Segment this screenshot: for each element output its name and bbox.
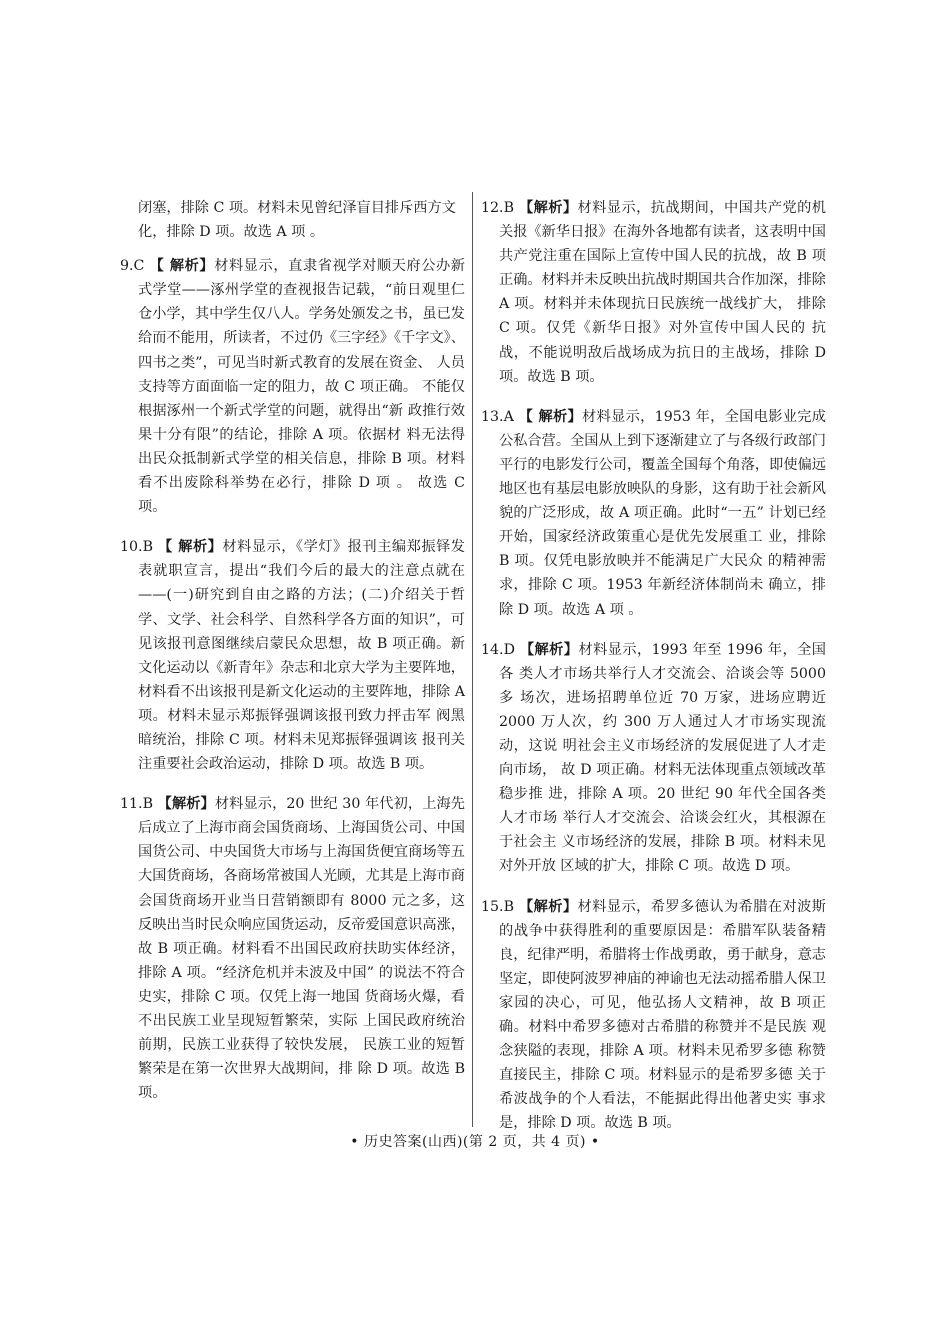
left-column: [120, 196, 465, 1121]
answer-item-11: [120, 792, 465, 1105]
answer-number: 13.A: [481, 408, 514, 425]
answer-text: 材料显示，《学灯》报刊主编郑振铎发表就职宣言，提出“我们今后的最大的注意点就在——(一)研究到自由之路的方法；(二)介绍关于哲学、文学、社会科学、自然科学各方面的知识”，可见该报刊意图继续启蒙民众思想，故 B 项正确。新文化运动以《新青年》杂志和北京大学为主要阵地， 材料看不出该报刊是新文化运动的主要阵地，排除 A 项。材料未显示郑振铎强调该报刊致力抨击军 阀黑暗统治，排除 C 项。材料未见郑振铎强调该 报刊关注重要社会政治运动，排除 D 项。故选 B 项。: [138, 539, 465, 773]
answer-item-15: [481, 895, 826, 1136]
analysis-tag: 【解析】: [519, 641, 579, 658]
answer-item-10: [120, 535, 465, 776]
right-column: [481, 196, 826, 1151]
page-footer: • 历史答案(山西)(第 2 页，共 4 页) •: [350, 1134, 600, 1150]
answer-item-13: [481, 405, 826, 622]
answer-item-9: [120, 254, 465, 519]
answer-number: 14.D: [481, 641, 515, 658]
answer-text: 材料显示，1993 年至 1996 年，全国各 类人才市场共举行人才交流会、洽谈会等 5000 多 场次，进场招聘单位近 70 万家，进场应聘近 2000 万人次，约 300 万人通过人才市场实现流动，这说 明社会主义市场经济的发展促进了人才走向市场， 故 D 项正确。材料无法体现重点领域改革稳步推 进，排除 A 项。20 世纪 90 年代全国各类人才市场 举行人才交流会、洽谈会红火，其根源在于社会主 义市场经济的发展，排除 B 项。材料未见对外开放 区域的扩大，排除 C 项。故选 D 项。: [499, 641, 826, 875]
analysis-tag: 【 解析】: [149, 258, 215, 275]
answer-text: 材料显示，直隶省视学对顺天府公办新式学堂——涿州学堂的查视报告记载，“前日观里仁仓小学，其中学生仅八人。学务处颁发之书，虽已发给而不能用，所读者，不过仍《三字经》《千字文》、四书之类”，可见当时新式教育的发展在资金、 人员支持等方面面临一定的阻力，故 C 项正确。 不能仅根据涿州一个新式学堂的问题，就得出“新 政推行效果十分有限”的结论，排除 A 项。依据材 料无法得出民众抵制新式学堂的相关信息，排除 B 项。材料看不出废除科举势在必行，排除 D 项 。 故选 C 项。: [138, 258, 465, 516]
continuation-paragraph: 闭塞，排除 C 项。材料未见曾纪泽盲目排斥西方文 化，排除 D 项。故选 A 项 。: [138, 200, 456, 241]
answer-number: 12.B: [481, 200, 514, 216]
answer-item-14: [481, 638, 826, 879]
analysis-tag: 【解析】: [157, 796, 215, 813]
answer-text: 材料显示，希罗多德认为希腊在对波斯的战争中获得胜利的重要原因是：希腊军队装备精良，纪律严明，希腊将士作战勇敢，勇于献身，意志坚定，即使阿波罗神庙的神谕也无法动摇希腊人保卫家园的决心，可见，他弘扬人文精神，故 B 项正 确。材料中希罗多德对古希腊的称赞并不是民族 观念狭隘的表现，排除 A 项。材料未见希罗多德 称赞直接民主，排除 C 项。材料显示的是希罗多德 关于希波战争的个人看法，不能据此得出他著史实 事求是，排除 D 项。故选 B 项。: [499, 898, 826, 1132]
answer-number: 10.B: [120, 539, 153, 556]
answer-item-12: [481, 196, 826, 389]
analysis-tag: 【解析】: [518, 898, 578, 915]
analysis-tag: 【解析】: [518, 200, 578, 216]
answer-number: 11.B: [120, 796, 153, 813]
answer-text: 材料显示，抗战期间，中国共产党的机关报《新华日报》在海外各地都有读者，这表明中国共产党注重在国际上宣传中国人民的抗战，故 B 项正确。材料并未反映出抗战时期国共合作加深，排除 A 项。材料并未体现抗日民族统一战线扩大， 排除 C 项。仅凭《新华日报》对外宣传中国人民的 抗战，不能说明敌后战场成为抗日的主战场，排除 D 项。故选 B 项。: [499, 200, 826, 385]
answer-number: 15.B: [481, 898, 514, 915]
answer-text: 材料显示，1953 年，全国电影业完成公私合营。全国从上到下逐渐建立了与各级行政部门平行的电影发行公司，覆盖全国每个角落，即使偏远地区也有基层电影放映队的身影，这有助于社会新风貌的广泛形成，故 A 项正确。此时“一五” 计划已经开始，国家经济政策重心是优先发展重工 业，排除 B 项。仅凭电影放映并不能满足广大民众 的精神需求，排除 C 项。1953 年新经济体制尚未 确立，排除 D 项。故选 A 项 。: [499, 408, 826, 618]
analysis-tag: 【 解析】: [158, 539, 223, 556]
answer-number: 9.C: [120, 258, 145, 275]
column-divider: [472, 192, 473, 1127]
analysis-tag: 【 解析】: [518, 408, 583, 425]
answer-text: 材料显示，20 世纪 30 年代初，上海先后成立了上海市商会国货商场、上海国货公司、中国国货公司、中央国货大市场与上海国货便宜商场等五大国货商场，各商场常被国人光顾，尤其是上海市商会国货商场开业当日营销额即有 8000 元之多，这反映出当时民众响应国货运动，反帝爱国意识高涨，故 B 项正确。材料看不出国民政府扶助实体经济，排除 A 项。“经济危机并未波及中国” 的说法不符合史实，排除 C 项。仅凭上海一地国 货商场火爆，看不出民族工业呈现短暂繁荣，实际 上国民政府统治前期，民族工业获得了较快发展， 民族工业的短暂繁荣是在第一次世界大战期间，排 除 D 项。故选 B 项。: [138, 796, 465, 1102]
